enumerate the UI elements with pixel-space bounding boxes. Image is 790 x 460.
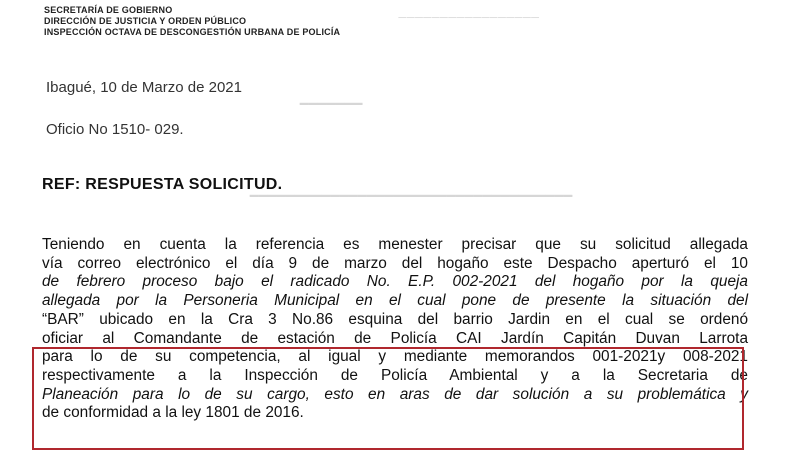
letterhead (44, 5, 340, 38)
body-line: para lo de su competencia, al igual y mediante memorandos 001-2021y 008-2021 (42, 348, 748, 366)
body-line: “BAR” ubicado en la Cra 3 No.86 esquina del barrio Jardin en el cual se ordenó (42, 310, 748, 328)
body-line: vía correo electrónico el día 9 de marzo del hogaño este Despacho aperturó el 10 (42, 254, 748, 272)
letterhead-line-2: DIRECCIÓN DE JUSTICIA Y ORDEN PÚBLICO (44, 16, 247, 26)
bleed-through-1: ───────────────── (398, 12, 539, 24)
body-line: de conformidad a la ley 1801 de 2016. (42, 404, 304, 422)
body-line: respectivamente a la Inspección de Policía Ambiental y a la Secretaria de (42, 366, 748, 384)
letterhead-line-1: SECRETARÍA DE GOBIERNO (44, 5, 173, 15)
letterhead-line-3: INSPECCIÓN OCTAVA DE DESCONGESTIÓN URBANA DE POLICÍA (44, 27, 341, 37)
body-line: Teniendo en cuenta la referencia es menester precisar que su solicitud allegada (42, 236, 748, 253)
body-line: Planeación para lo de su cargo, esto en aras de dar solución a su problemática y (42, 385, 748, 403)
bleed-through-2: ▁▁▁▁▁▁▁ (300, 93, 363, 105)
highlight-box (32, 347, 744, 450)
oficio-number: Oficio No 1510- 029. (46, 121, 184, 138)
reference-heading: REF: RESPUESTA SOLICITUD. (42, 176, 283, 193)
bleed-through-3: ▁▁▁▁▁▁▁▁▁▁▁▁▁▁▁▁▁▁▁▁▁▁▁▁▁▁▁▁▁▁▁▁▁▁▁▁ (250, 185, 573, 197)
body-line: oficiar al Comandante de estación de Policía CAI Jardín Capitán Duvan Larrota (42, 329, 748, 347)
body-line: allegada por la Personeria Municipal en el cual pone de presente la situación del (42, 292, 748, 310)
document-date: Ibagué, 10 de Marzo de 2021 (46, 79, 242, 96)
body-line: de febrero proceso bajo el radicado No. E.P. 002-2021 del hogaño por la queja (42, 273, 748, 291)
